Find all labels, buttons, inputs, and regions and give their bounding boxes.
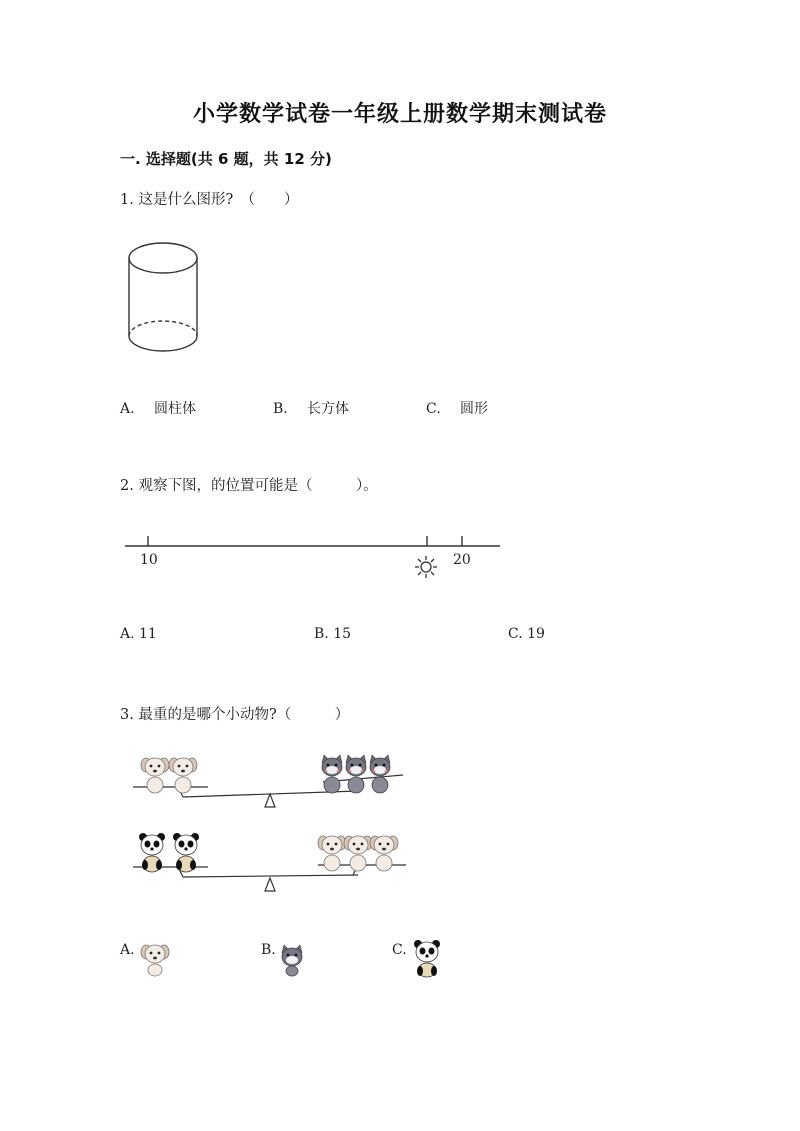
number-line-label-right: 20 (453, 552, 471, 568)
section-heading: 一. 选择题(共 6 题，共 12 分) (120, 150, 332, 168)
option-text: 圆柱体 (154, 401, 196, 417)
q1-option-a[interactable] (120, 398, 196, 418)
question-3-text: 3. 最重的是哪个小动物?（ ） (120, 707, 350, 723)
q2-option-c[interactable] (508, 626, 545, 642)
option-text: 19 (527, 626, 545, 642)
option-letter: B. (261, 942, 276, 958)
option-letter: A. (120, 401, 135, 417)
q3-option-c[interactable] (392, 942, 407, 958)
option-text: 11 (139, 626, 157, 642)
q1-option-c[interactable] (426, 398, 488, 418)
question-2-text: 2. 观察下图，的位置可能是（ ）。 (120, 478, 378, 494)
cat-icon (279, 944, 305, 976)
panda-icon (410, 938, 444, 978)
option-letter: A. (120, 626, 135, 642)
option-letter: B. (273, 401, 288, 417)
q3-option-b[interactable] (261, 942, 276, 958)
page-title: 小学数学试卷一年级上册数学期末测试卷 (192, 102, 607, 127)
option-text: 15 (333, 626, 352, 642)
number-line-label-left: 10 (140, 552, 158, 568)
cylinder-icon (126, 240, 202, 355)
question-1-text: 1. 这是什么图形? （ ） (120, 192, 299, 208)
option-letter: C. (392, 942, 407, 958)
q1-option-b[interactable] (273, 398, 349, 418)
q2-option-a[interactable] (120, 626, 157, 642)
option-letter: C. (426, 401, 441, 417)
balance-scale-icon (128, 745, 413, 900)
dog-icon (140, 942, 170, 976)
q3-option-a[interactable] (120, 942, 135, 958)
option-text: 长方体 (307, 401, 349, 417)
q2-option-b[interactable] (314, 626, 351, 642)
option-letter: B. (314, 626, 329, 642)
sun-icon (415, 556, 437, 578)
number-line (120, 530, 505, 585)
option-text: 圆形 (460, 401, 488, 417)
option-letter: C. (508, 626, 523, 642)
option-letter: A. (120, 942, 135, 958)
